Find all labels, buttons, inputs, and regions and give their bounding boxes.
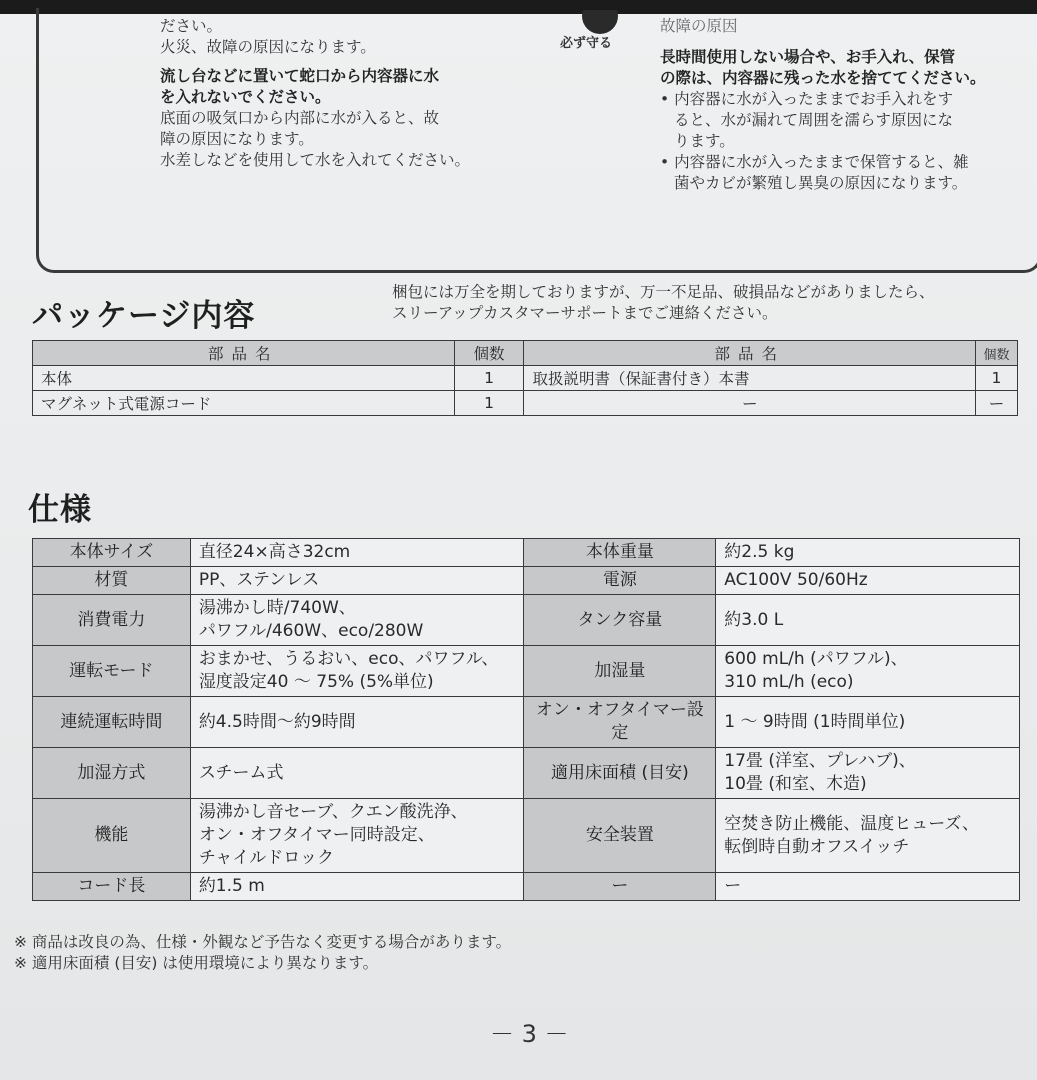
spec-label: 本体重量 <box>524 539 716 567</box>
caution-heading: 流し台などに置いて蛇口から内容器に水 <box>160 67 440 85</box>
table-row <box>33 391 1018 416</box>
caution-bullet: • 内容器に水が入ったままで保管すると、雑 <box>660 153 969 171</box>
spec-value: 湯沸かし時/740W、 パワフル/460W、eco/280W <box>190 595 524 646</box>
package-note <box>392 282 935 324</box>
part-qty: 1 <box>454 391 524 416</box>
caution-text: 故障の原因 <box>660 17 738 35</box>
package-title: パッケージ内容 <box>32 298 256 334</box>
spec-label: 加湿方式 <box>33 748 191 799</box>
caution-bullet: • 内容器に水が入ったままでお手入れをす <box>660 90 954 108</box>
spec-label: コード長 <box>33 873 191 901</box>
caution-text: ださい。 <box>160 17 223 35</box>
package-note-line: スリーアップカスタマーサポートまでご連絡ください。 <box>392 304 778 322</box>
page-number: － 3 － <box>490 1020 569 1048</box>
manual-page <box>0 14 1037 1080</box>
spec-value: 湯沸かし音セーブ、クエン酸洗浄、 オン・オフタイマー同時設定、 チャイルドロック <box>190 799 524 873</box>
column-header: 部品名 <box>524 341 976 366</box>
spec-row <box>33 646 1020 697</box>
spec-label: 電源 <box>524 567 716 595</box>
spec-value: おまかせ、うるおい、eco、パワフル、 湿度設定40 ～ 75% (5%単位) <box>190 646 524 697</box>
caution-bullet: ると、水が漏れて周囲を濡らす原因にな <box>674 111 954 129</box>
spec-label: オン・オフタイマー設定 <box>524 697 716 748</box>
column-header: 個数 <box>454 341 524 366</box>
spec-label: 加湿量 <box>524 646 716 697</box>
part-name: ー <box>524 391 976 416</box>
caution-text: 火災、故障の原因になります。 <box>160 38 376 56</box>
spec-value: 空焚き防止機能、温度ヒューズ、 転倒時自動オフスイッチ <box>716 799 1020 873</box>
caution-heading: 長時間使用しない場合や、お手入れ、保管 <box>660 48 956 66</box>
spec-row <box>33 873 1020 901</box>
spec-label: 運転モード <box>33 646 191 697</box>
spec-label: 安全装置 <box>524 799 716 873</box>
caution-right-column <box>660 16 1020 194</box>
part-qty: ー <box>975 391 1017 416</box>
spec-row <box>33 697 1020 748</box>
part-qty: 1 <box>975 366 1017 391</box>
spec-label: 本体サイズ <box>33 539 191 567</box>
spec-label: タンク容量 <box>524 595 716 646</box>
spec-row <box>33 567 1020 595</box>
table-header-row <box>33 341 1018 366</box>
caution-text: 障の原因になります。 <box>160 130 314 148</box>
spec-row <box>33 539 1020 567</box>
spec-row <box>33 799 1020 873</box>
spec-value: 約1.5 m <box>190 873 524 901</box>
footnote: ※ 適用床面積 (目安) は使用環境により異なります。 <box>14 954 379 972</box>
spec-table <box>32 538 1020 901</box>
spec-label: 機能 <box>33 799 191 873</box>
column-header: 部品名 <box>33 341 455 366</box>
spec-value: 17畳 (洋室、プレハブ)、 10畳 (和室、木造) <box>716 748 1020 799</box>
must-follow-label: 必ず守る <box>560 36 613 51</box>
spec-row <box>33 748 1020 799</box>
spec-value: ー <box>716 873 1020 901</box>
part-name: 取扱説明書（保証書付き）本書 <box>524 366 976 391</box>
spec-value: 600 mL/h (パワフル)、 310 mL/h (eco) <box>716 646 1020 697</box>
table-row <box>33 366 1018 391</box>
caution-bullet: 菌やカビが繁殖し異臭の原因になります。 <box>674 174 968 192</box>
caution-text: 底面の吸気口から内部に水が入ると、故 <box>160 109 440 127</box>
spec-label: 連続運転時間 <box>33 697 191 748</box>
spec-value: スチーム式 <box>190 748 524 799</box>
package-note-line: 梱包には万全を期しておりますが、万一不足品、破損品などがありましたら、 <box>392 283 935 301</box>
spec-label: 適用床面積 (目安) <box>524 748 716 799</box>
caution-heading: を入れないでください。 <box>160 88 331 106</box>
footnote: ※ 商品は改良の為、仕様・外観など予告なく変更する場合があります。 <box>14 933 512 951</box>
caution-text: 水差しなどを使用して水を入れてください。 <box>160 151 471 169</box>
spec-value: PP、ステンレス <box>190 567 524 595</box>
caution-heading: の際は、内容器に残った水を捨ててください。 <box>660 69 986 87</box>
spec-value: 1 ～ 9時間 (1時間単位) <box>716 697 1020 748</box>
spec-value: 直径24×高さ32cm <box>190 539 524 567</box>
spec-label: 材質 <box>33 567 191 595</box>
part-name: 本体 <box>33 366 455 391</box>
part-qty: 1 <box>454 366 524 391</box>
part-name: マグネット式電源コード <box>33 391 455 416</box>
column-header: 個数 <box>975 341 1017 366</box>
spec-value: 約4.5時間～約9時間 <box>190 697 524 748</box>
caution-bullet: ります。 <box>674 132 735 150</box>
spec-value: AC100V 50/60Hz <box>716 567 1020 595</box>
caution-left-column <box>160 16 520 171</box>
spec-label: 消費電力 <box>33 595 191 646</box>
spec-value: 約3.0 L <box>716 595 1020 646</box>
spec-label: ー <box>524 873 716 901</box>
package-table <box>32 340 1018 416</box>
spec-row <box>33 595 1020 646</box>
spec-value: 約2.5 kg <box>716 539 1020 567</box>
spec-title: 仕様 <box>28 492 92 528</box>
footnotes <box>14 932 511 974</box>
